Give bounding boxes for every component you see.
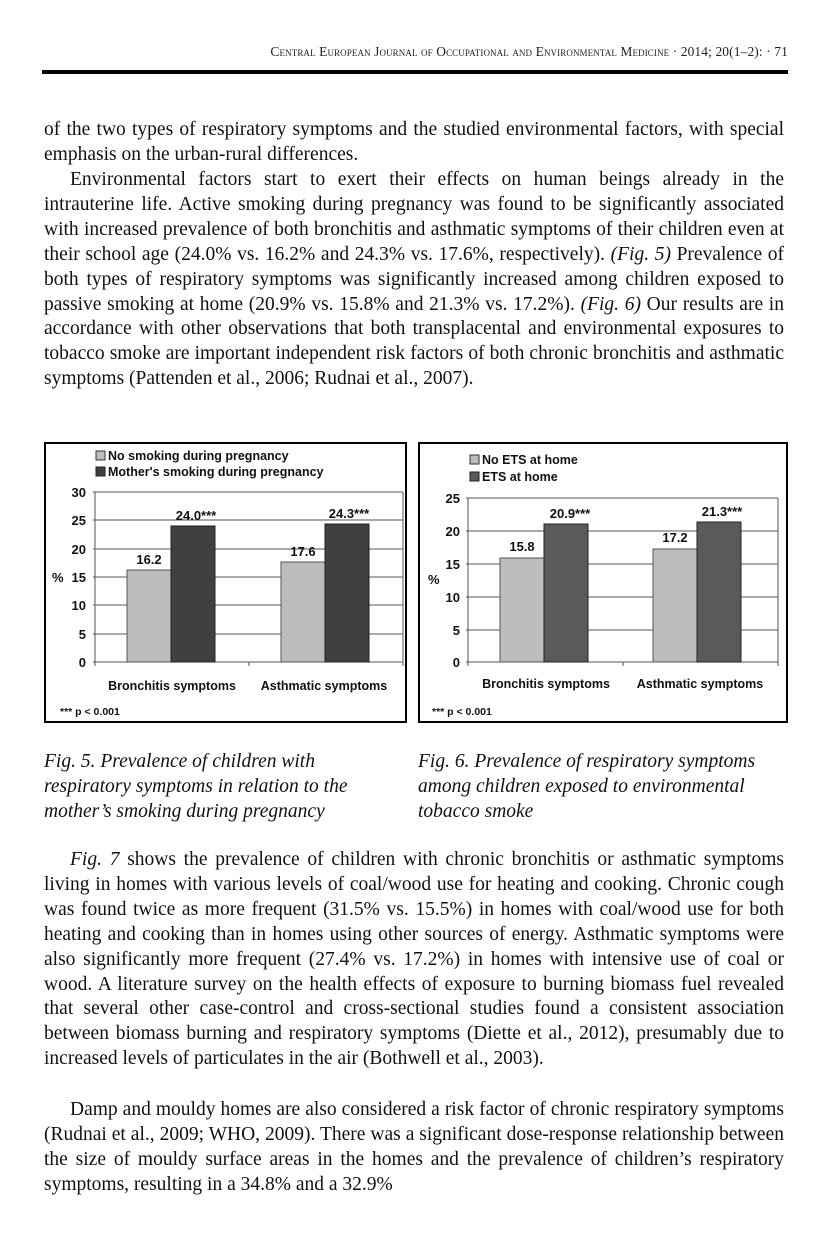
svg-text:5: 5 bbox=[452, 623, 460, 638]
svg-text:Bronchitis symptoms: Bronchitis symptoms bbox=[482, 677, 610, 691]
svg-text:15: 15 bbox=[71, 570, 86, 585]
svg-text:21.3***: 21.3*** bbox=[701, 504, 743, 519]
fig5-reference: (Fig. 5) bbox=[610, 243, 671, 265]
svg-text:20.9***: 20.9*** bbox=[549, 506, 591, 521]
svg-text:0: 0 bbox=[78, 655, 86, 670]
fig5-y-ticks bbox=[72, 485, 86, 670]
fig6-y-ticks bbox=[446, 491, 460, 670]
fig5-legend-smoking: Mother's smoking during pregnancy bbox=[108, 465, 324, 479]
svg-text:25: 25 bbox=[71, 513, 86, 528]
header-rule bbox=[42, 70, 788, 74]
fig7-reference: Fig. 7 bbox=[70, 849, 120, 870]
bar-asthmatic-smoking bbox=[325, 524, 369, 662]
bar-asthmatic-no-ets bbox=[653, 549, 697, 662]
svg-text:Asthmatic symptoms: Asthmatic symptoms bbox=[636, 677, 764, 691]
svg-text:15.8: 15.8 bbox=[509, 539, 535, 554]
paragraph-2-text-c: Our results are in accordance with other observations that both transplacental and environmental exposures to tobacco smoke are important independent risk factors of both chronic bronchitis and asthmatic symptoms (Pattenden et al., 2006; Rudnai et al., 2007). bbox=[44, 293, 784, 390]
fig6-footnote: *** p < 0.001 bbox=[432, 706, 492, 718]
legend-swatch-dark bbox=[470, 472, 479, 481]
paragraph-2-text-b: Prevalence of both types of respiratory symptoms was significantly increased among children exposed to passive smoking at home (20.9% vs. 15.8% and 21.3% vs. 17.2%). bbox=[44, 243, 784, 315]
figure-6-caption: Fig. 6. Prevalence of respiratory symptoms among children exposed to environmental tobacco smoke bbox=[418, 751, 756, 822]
bar-asthmatic-no-smoking bbox=[281, 562, 325, 662]
legend-swatch-light bbox=[470, 455, 479, 464]
svg-text:20: 20 bbox=[445, 524, 460, 539]
figure-6-chart bbox=[420, 444, 786, 721]
svg-text:Asthmatic symptoms: Asthmatic symptoms bbox=[260, 679, 388, 693]
bar-asthmatic-ets bbox=[697, 522, 741, 662]
fig6-y-axis-label: % bbox=[428, 572, 440, 587]
bar-bronchitis-no-smoking bbox=[127, 570, 171, 662]
fig6-legend-ets: ETS at home bbox=[482, 470, 558, 484]
paragraph-3 bbox=[44, 848, 784, 1072]
figure-5-box bbox=[44, 442, 407, 723]
svg-text:17.2: 17.2 bbox=[662, 530, 688, 545]
fig6-legend-no-ets: No ETS at home bbox=[482, 453, 578, 467]
svg-text:24.0***: 24.0*** bbox=[175, 508, 217, 523]
paragraph-1: of the two types of respiratory symptoms and the studied environmental factors, with special emphasis on the urban-rural differences. bbox=[44, 119, 784, 165]
bar-bronchitis-smoking bbox=[171, 526, 215, 662]
legend-swatch-light bbox=[96, 451, 105, 460]
legend-swatch-dark bbox=[96, 467, 105, 476]
paragraph-4: Damp and mouldy homes are also considered a risk factor of chronic respiratory symptoms (Rudnai et al., 2009; WHO, 2009). There was a significant dose-response relationship between the size of mouldy surface areas in the homes and the prevalence of children’s respiratory symptoms, resulting in a 34.8% and a 32.9% bbox=[44, 1099, 784, 1195]
fig6-legend bbox=[470, 453, 578, 484]
bar-bronchitis-ets bbox=[544, 524, 588, 662]
svg-text:25: 25 bbox=[445, 491, 460, 506]
svg-text:15: 15 bbox=[445, 557, 460, 572]
running-header: Central European Journal of Occupational and Environmental Medicine · 2014; 20(1–2): · 71 bbox=[270, 44, 788, 59]
svg-text:16.2: 16.2 bbox=[136, 552, 162, 567]
figure-6-box bbox=[418, 442, 788, 723]
fig5-x-categories bbox=[108, 679, 387, 693]
svg-text:20: 20 bbox=[71, 542, 86, 557]
svg-text:24.3***: 24.3*** bbox=[328, 506, 370, 521]
fig5-footnote: *** p < 0.001 bbox=[60, 706, 120, 718]
figure-5-chart bbox=[46, 444, 405, 721]
fig5-legend bbox=[96, 449, 324, 479]
svg-text:Bronchitis symptoms: Bronchitis symptoms bbox=[108, 679, 236, 693]
fig5-legend-no-smoking: No smoking during pregnancy bbox=[108, 449, 289, 463]
fig6-bars bbox=[500, 522, 741, 662]
svg-text:10: 10 bbox=[71, 598, 86, 613]
paragraph-2 bbox=[44, 168, 784, 392]
fig5-y-axis-label: % bbox=[52, 570, 64, 585]
svg-text:30: 30 bbox=[71, 485, 86, 500]
paragraph-2-text-a: Environmental factors start to exert their effects on human beings already in the intrauterine life. Active smoking during pregnancy was found to be significantly associated with increased prevalence of both bronchitis and asthmatic symptoms of their children even at their school age (24.0% vs. 16.2% and 24.3% vs. 17.6%, respectively). bbox=[44, 169, 784, 265]
svg-text:5: 5 bbox=[78, 627, 86, 642]
bar-bronchitis-no-ets bbox=[500, 558, 544, 662]
paragraph-3-text: shows the prevalence of children with chronic bronchitis or asthmatic symptoms living in homes with various levels of coal/wood use for heating and cooking. Chronic cough was found twice as more frequent (31.5% vs. 15.5%) in homes with coal/wood use for both heating and cooking than in homes using other sources of energy. Asthmatic symptoms were also significantly more frequent (27.4% vs. 17.2%) in homes with intensive use of coal or wood. A literature survey on the health effects of exposure to burning biomass fuel revealed that several other case-control and cross-sectional studies found a consistent association between biomass burning and respiratory symptoms (Diette et al., 2012), presumably due to increased levels of particulates in the air (Bothwell et al., 2003). bbox=[44, 849, 784, 1070]
fig6-x-categories bbox=[482, 677, 763, 691]
figure-5-caption: Fig. 5. Prevalence of children with respiratory symptoms in relation to the mother’s smoking during pregnancy bbox=[44, 751, 348, 822]
svg-text:10: 10 bbox=[445, 590, 460, 605]
fig5-bars bbox=[127, 524, 369, 662]
svg-text:0: 0 bbox=[452, 655, 460, 670]
svg-text:17.6: 17.6 bbox=[290, 544, 316, 559]
fig6-reference: (Fig. 6) bbox=[580, 293, 641, 315]
